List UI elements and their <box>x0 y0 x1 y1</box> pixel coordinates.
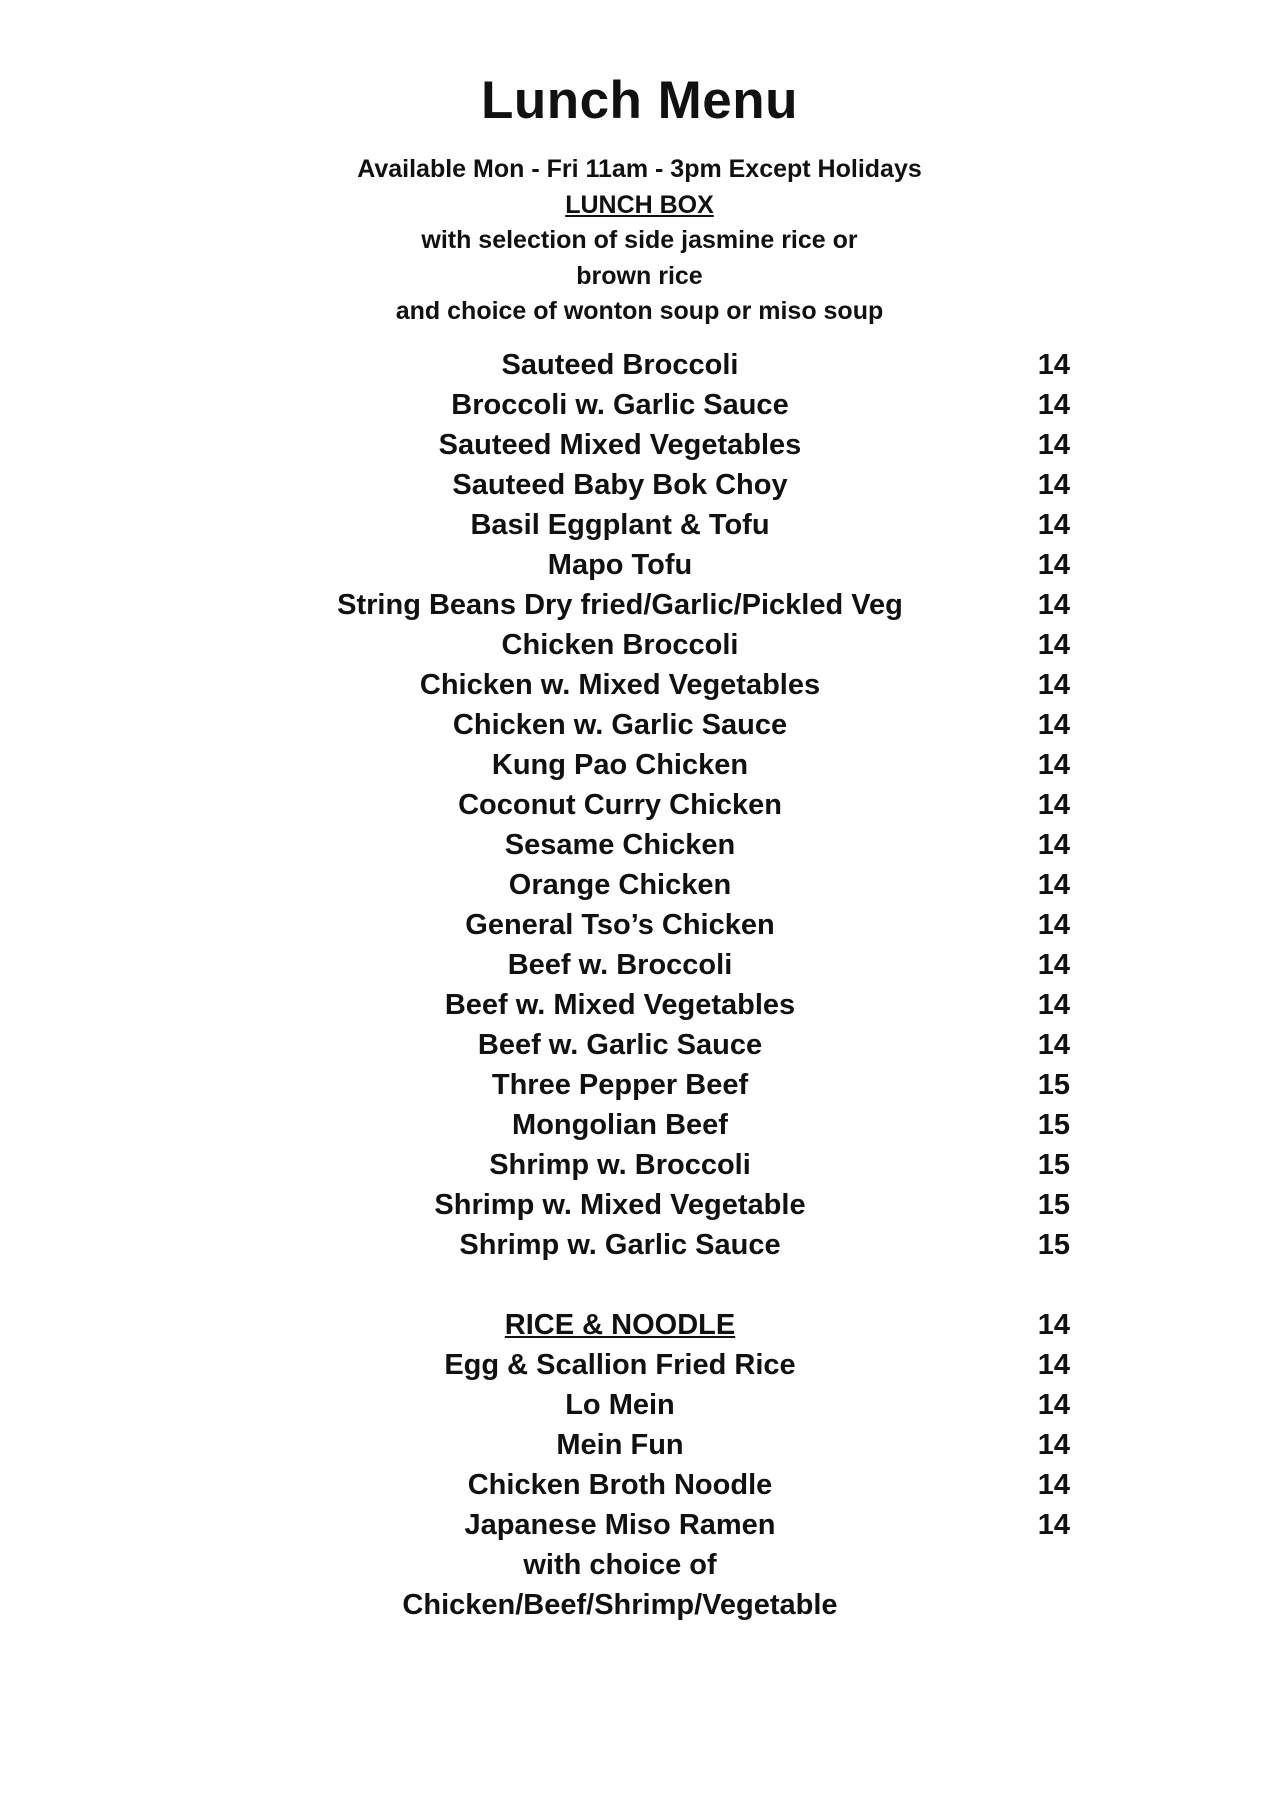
menu-item-name: Sauteed Mixed Vegetables <box>438 429 802 461</box>
menu-item <box>0 545 1279 585</box>
menu-item-name: Lo Mein <box>565 1389 675 1421</box>
rice-noodle-heading: RICE & NOODLE <box>504 1309 736 1341</box>
menu-intro <box>0 152 1279 330</box>
menu-item <box>0 1025 1279 1065</box>
menu-item-name: Beef w. Broccoli <box>507 949 733 981</box>
menu-item <box>0 1505 1279 1545</box>
menu-item-price: 14 <box>1037 909 1070 941</box>
menu-item <box>0 1425 1279 1465</box>
page-title: Lunch Menu <box>480 71 799 130</box>
menu-item <box>0 985 1279 1025</box>
menu-item <box>0 665 1279 705</box>
menu-item-name: Chicken w. Mixed Vegetables <box>419 669 821 701</box>
menu-item <box>0 1185 1279 1225</box>
menu-item <box>0 1225 1279 1265</box>
menu-item <box>0 1065 1279 1105</box>
menu-item-price: 14 <box>1037 1349 1070 1381</box>
rice-noodle-note-text: Chicken/Beef/Shrimp/Vegetable <box>402 1589 838 1621</box>
menu-item-name: Egg & Scallion Fried Rice <box>444 1349 796 1381</box>
menu-item-price: 14 <box>1037 1509 1070 1541</box>
menu-item-price: 14 <box>1037 749 1070 781</box>
menu-item <box>0 425 1279 465</box>
menu-item-name: Sesame Chicken <box>504 829 736 861</box>
menu-item <box>0 585 1279 625</box>
menu-item-name: Shrimp w. Broccoli <box>489 1149 751 1181</box>
menu-item <box>0 1385 1279 1425</box>
menu-item-price: 14 <box>1037 1429 1070 1461</box>
menu-item-price: 14 <box>1037 789 1070 821</box>
menu-item <box>0 945 1279 985</box>
menu-item-price: 14 <box>1037 669 1070 701</box>
menu-item-name: Mein Fun <box>556 1429 684 1461</box>
menu-item-name: Chicken Broth Noodle <box>467 1469 773 1501</box>
menu-item-name: String Beans Dry fried/Garlic/Pickled Veg <box>337 589 903 621</box>
menu-item-price: 14 <box>1037 389 1070 421</box>
menu-item-name: Sauteed Broccoli <box>501 349 739 381</box>
menu-item <box>0 1105 1279 1145</box>
rice-noodle-note-text: with choice of <box>523 1549 717 1581</box>
menu-item-name: Shrimp w. Mixed Vegetable <box>434 1189 806 1221</box>
menu-item-price: 14 <box>1037 629 1070 661</box>
menu-item-price: 14 <box>1037 829 1070 861</box>
menu-item <box>0 1345 1279 1385</box>
menu-item-name: Mapo Tofu <box>547 549 693 581</box>
menu-item <box>0 505 1279 545</box>
menu-item-name: Coconut Curry Chicken <box>458 789 782 821</box>
menu-item-name: General Tso’s Chicken <box>465 909 775 941</box>
menu-item-price: 14 <box>1037 1469 1070 1501</box>
menu-item-name: Beef w. Mixed Vegetables <box>444 989 796 1021</box>
menu-item-price: 14 <box>1037 1029 1070 1061</box>
menu-item <box>0 465 1279 505</box>
rice-noodle-heading-row <box>0 1305 1279 1345</box>
menu-item-name: Beef w. Garlic Sauce <box>477 1029 763 1061</box>
menu-item <box>0 345 1279 385</box>
menu-item <box>0 1465 1279 1505</box>
menu-item-price: 14 <box>1037 469 1070 501</box>
lunch-box-description: with selection of side jasmine rice or <box>421 226 858 254</box>
menu-item-name: Shrimp w. Garlic Sauce <box>459 1229 781 1261</box>
menu-item <box>0 705 1279 745</box>
menu-item-price: 15 <box>1037 1069 1070 1101</box>
menu-item-price: 14 <box>1037 989 1070 1021</box>
menu-item <box>0 1145 1279 1185</box>
availability-text: Available Mon - Fri 11am - 3pm Except Holidays <box>357 155 922 183</box>
menu-item-price: 14 <box>1037 349 1070 381</box>
menu-item-name: Japanese Miso Ramen <box>464 1509 776 1541</box>
lunch-box-heading: LUNCH BOX <box>565 190 714 219</box>
menu-item-name: Sauteed Baby Bok Choy <box>452 469 788 501</box>
menu-item-name: Mongolian Beef <box>512 1109 728 1141</box>
menu-item <box>0 825 1279 865</box>
menu-item-name: Orange Chicken <box>508 869 732 901</box>
menu-item-name: Broccoli w. Garlic Sauce <box>451 389 789 421</box>
lunch-box-description: brown rice <box>576 261 703 290</box>
menu-item-name: Basil Eggplant & Tofu <box>470 509 770 541</box>
menu-item-name: Three Pepper Beef <box>491 1069 749 1101</box>
menu-item-price: 14 <box>1037 1389 1070 1421</box>
menu-item <box>0 905 1279 945</box>
menu-item-price: 14 <box>1037 709 1070 741</box>
menu-item-price: 14 <box>1037 549 1070 581</box>
menu-item-name: Chicken Broccoli <box>501 629 739 661</box>
rice-noodle-note <box>0 1585 1279 1625</box>
menu-item-price: 15 <box>1037 1109 1070 1141</box>
menu-item-name: Chicken w. Garlic Sauce <box>452 709 788 741</box>
lunch-box-description: and choice of wonton soup or miso soup <box>395 297 884 325</box>
menu-item-price: 14 <box>1037 949 1070 981</box>
menu-item-price: 14 <box>1037 509 1070 541</box>
menu-item <box>0 785 1279 825</box>
menu-item-price: 15 <box>1037 1229 1070 1261</box>
menu-item <box>0 745 1279 785</box>
menu-item-price: 15 <box>1037 1149 1070 1181</box>
menu-item-price: 14 <box>1037 429 1070 461</box>
menu-item-price: 14 <box>1037 589 1070 621</box>
menu-item-price: 15 <box>1037 1189 1070 1221</box>
rice-noodle-note <box>0 1545 1279 1585</box>
menu-item-name: Kung Pao Chicken <box>491 749 749 781</box>
menu-item <box>0 385 1279 425</box>
rice-noodle-heading-price: 14 <box>1037 1309 1070 1341</box>
menu-item <box>0 625 1279 665</box>
menu-item-price: 14 <box>1037 869 1070 901</box>
menu-item <box>0 865 1279 905</box>
